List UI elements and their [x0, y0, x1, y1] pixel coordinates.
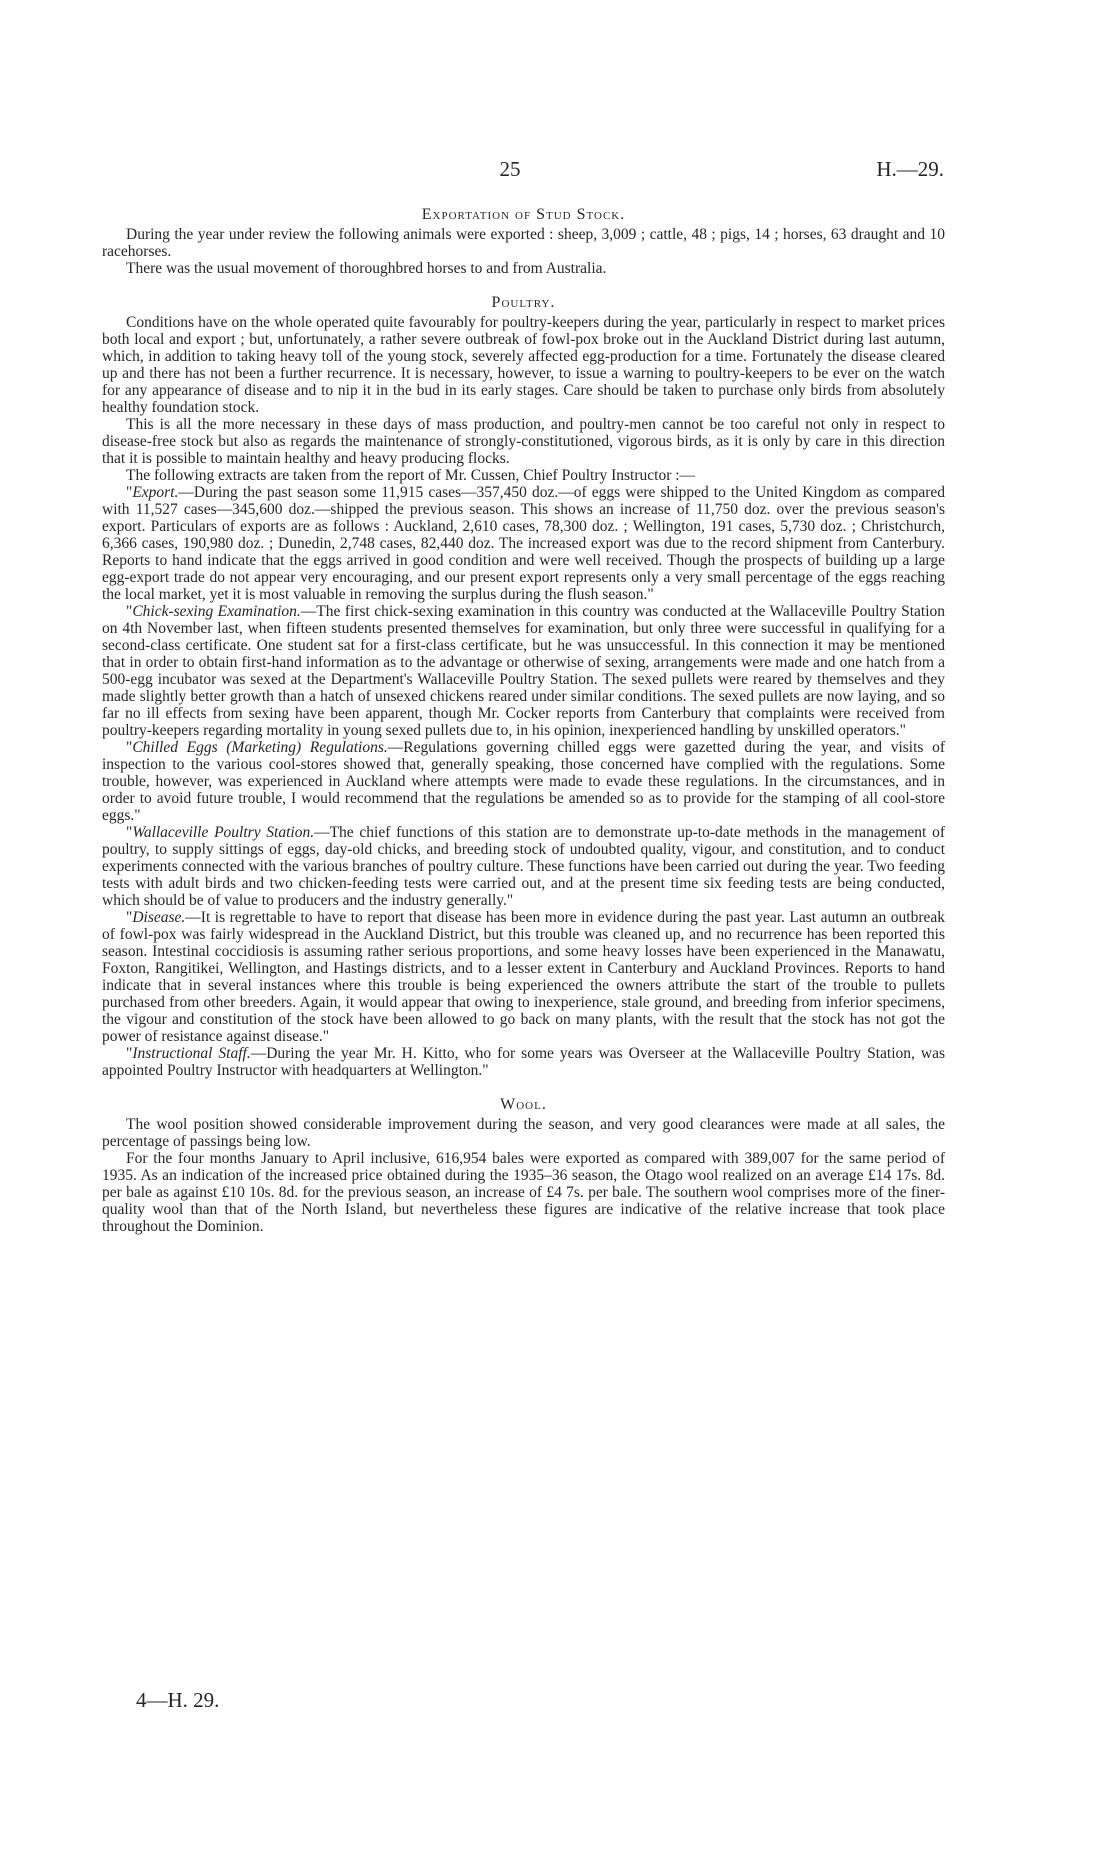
paragraph-wallaceville-station — [102, 824, 945, 909]
report-reference: H.—29. — [876, 157, 944, 181]
paragraph-stud-thoroughbreds: There was the usual movement of thoroughbred horses to and from Australia. — [126, 260, 607, 277]
quote-mark: " — [126, 739, 133, 756]
quote-mark: " — [126, 909, 133, 926]
page-body — [102, 205, 945, 1235]
subheading-chick-sexing: Chick-sexing Examination. — [132, 603, 301, 620]
heading-wool: Wool. — [500, 1096, 547, 1113]
text-disease: —It is regrettable to have to report that disease has been more in evidence during the past year. Last autumn an outbreak of fowl-pox was fairly widespread in the Auckland District, but this trouble was cleaned up, and no recurrence has been reported this season. Intestinal coccidiosis is assuming rather serious proportions, and some heavy losses have been experienced in the Manawatu, Foxton, Rangitikei, Wellington, and Hastings districts, and to a lesser extent in Canterbury and Auckland Provinces. Reports to hand indicate that in several instances where this trouble is being experienced the owners attribute the start of the trouble to pullets purchased from other breeders. Again, it would appear that owing to inexperience, stale ground, and breeding from inferior specimens, the vigour and constitution of the stock have been allowed to go back on many plants, with the result that the stock has not got the power of resistance against disease." — [102, 909, 945, 1045]
paragraph-stud-exports: During the year under review the following animals were exported : sheep, 3,009 ; cattle, 48 ; pigs, 14 ; horses, 63 draught and 10 racehorses. — [102, 226, 945, 260]
paragraph-disease — [102, 909, 945, 1045]
subheading-disease: Disease. — [132, 909, 186, 926]
heading-stud-stock: Exportation of Stud Stock. — [421, 206, 626, 223]
paragraph-wool-position: The wool position showed considerable improvement during the season, and very good clearances were made at all sales, the percentage of passings being low. — [102, 1116, 945, 1150]
page-number: 25 — [499, 157, 521, 181]
subheading-export: Export. — [132, 484, 179, 501]
quote-mark: " — [126, 824, 133, 841]
text-chick-sexing: —The first chick-sexing examination in this country was conducted at the Wallaceville Poultry Station on 4th November last, when fifteen students presented themselves for examination, but only three were successful in qualifying for a second-class certificate. One student sat for a first-class certificate, but he was unsuccessful. In this connection it may be mentioned that in order to obtain first-hand information as to the advantage or otherwise of sexing, arrangements were made and one hatch from a 500-egg incubator was sexed at the Department's Wallaceville Poultry Station. The sexed pullets were reared by themselves and they made slightly better growth than a hatch of unsexed chickens reared under similar conditions. The sexed pullets are now laying, and so far no ill effects from sexing have been apparent, though Mr. Cocker reports from Canterbury that complaints were received from poultry-keepers regarding mortality in young sexed pullets due to, in his opinion, inexperienced handling by unskilled operators." — [102, 603, 946, 739]
paragraph-poultry-conditions: Conditions have on the whole operated quite favourably for poultry-keepers during the year, particularly in respect to market prices both local and export ; but, unfortunately, a rather severe outbreak of fowl-pox broke out in the Auckland District during last autumn, which, in addition to taking heavy toll of the young stock, severely affected egg-production for a time. Fortunately the disease cleared up and there has not been a further recurrence. It is necessary, however, to issue a warning to poultry-keepers to be ever on the watch for any appearance of disease and to nip it in the bud in its early stages. Care should be taken to purchase only birds from absolutely healthy foundation stock. — [102, 314, 945, 416]
paragraph-export — [102, 484, 945, 603]
paragraph-poultry-mass-production: This is all the more necessary in these days of mass production, and poultry-men cannot be too careful not only in respect to disease-free stock but also as regards the maintenance of strongly-constitutioned, vigorous birds, as it is only by care in this direction that it is possible to maintain healthy and heavy producing flocks. — [102, 416, 945, 467]
paragraph-wool-exports: For the four months January to April inclusive, 616,954 bales were exported as compared with 389,007 for the same period of 1935. As an indication of the increased price obtained during the 1935–36 season, the Otago wool realized on an average £14 17s. 8d. per bale as against £10 10s. 8d. for the previous season, an increase of £4 7s. per bale. The southern wool comprises more of the finer-quality wool than that of the North Island, but nevertheless these figures are indicative of the relative increase that took place throughout the Dominion. — [102, 1150, 945, 1235]
signature-mark: 4—H. 29. — [136, 1688, 220, 1712]
text-chilled-eggs: —Regulations governing chilled eggs were gazetted during the year, and visits of inspection to the various cool-stores showed that, generally speaking, those concerned have complied with the regulations. Some trouble, however, was experienced in Auckland where attempts were made to evade these regulations. In the circumstances, and in order to avoid future trouble, I would recommend that the regulations be amended so as to provide for the stamping of all cool-store eggs." — [102, 739, 945, 824]
subheading-wallaceville-station: Wallaceville Poultry Station. — [132, 824, 315, 841]
subheading-instructional-staff: Instructional Staff. — [132, 1045, 251, 1062]
paragraph-instructional-staff — [102, 1045, 945, 1079]
heading-poultry: Poultry. — [491, 294, 556, 311]
quote-mark: " — [126, 484, 133, 501]
quote-mark: " — [126, 1045, 133, 1062]
text-instructional-staff: —During the year Mr. H. Kitto, who for some years was Overseer at the Wallaceville Poultry Station, was appointed Poultry Instructor with headquarters at Wellington." — [102, 1045, 945, 1079]
paragraph-chilled-eggs — [102, 739, 945, 824]
paragraph-poultry-extracts-intro: The following extracts are taken from the report of Mr. Cussen, Chief Poultry Instructor :— — [126, 467, 696, 484]
text-wallaceville-station: —The chief functions of this station are to demonstrate up-to-date methods in the management of poultry, to supply sittings of eggs, day-old chicks, and breeding stock of undoubted quality, vigour, and constitution, and to conduct experiments connected with the various branches of poultry culture. These functions have been carried out during the year. Two feeding tests with adult birds and two chicken-feeding tests were carried out, and at the present time six feeding tests are being conducted, which should be of value to producers and the industry generally." — [102, 824, 945, 909]
quote-mark: " — [126, 603, 133, 620]
paragraph-chick-sexing — [102, 603, 945, 739]
text-export: —During the past season some 11,915 cases—357,450 doz.—of eggs were shipped to the United Kingdom as compared with 11,527 cases—345,600 doz.—shipped the previous season. This shows an increase of 11,750 doz. over the previous season's export. Particulars of exports are as follows : Auckland, 2,610 cases, 78,300 doz. ; Wellington, 191 cases, 5,730 doz. ; Christchurch, 6,366 cases, 190,980 doz. ; Dunedin, 2,748 cases, 82,440 doz. The increased export was due to the record shipment from Canterbury. Reports to hand indicate that the eggs arrived in good condition and were well received. Though the prospects of building up a large egg-export trade do not appear very encouraging, and our present export represents only a very small percentage of the eggs reaching the local market, yet it is most valuable in removing the surplus during the flush season." — [102, 484, 945, 603]
subheading-chilled-eggs: Chilled Eggs (Marketing) Regulations. — [132, 739, 388, 756]
